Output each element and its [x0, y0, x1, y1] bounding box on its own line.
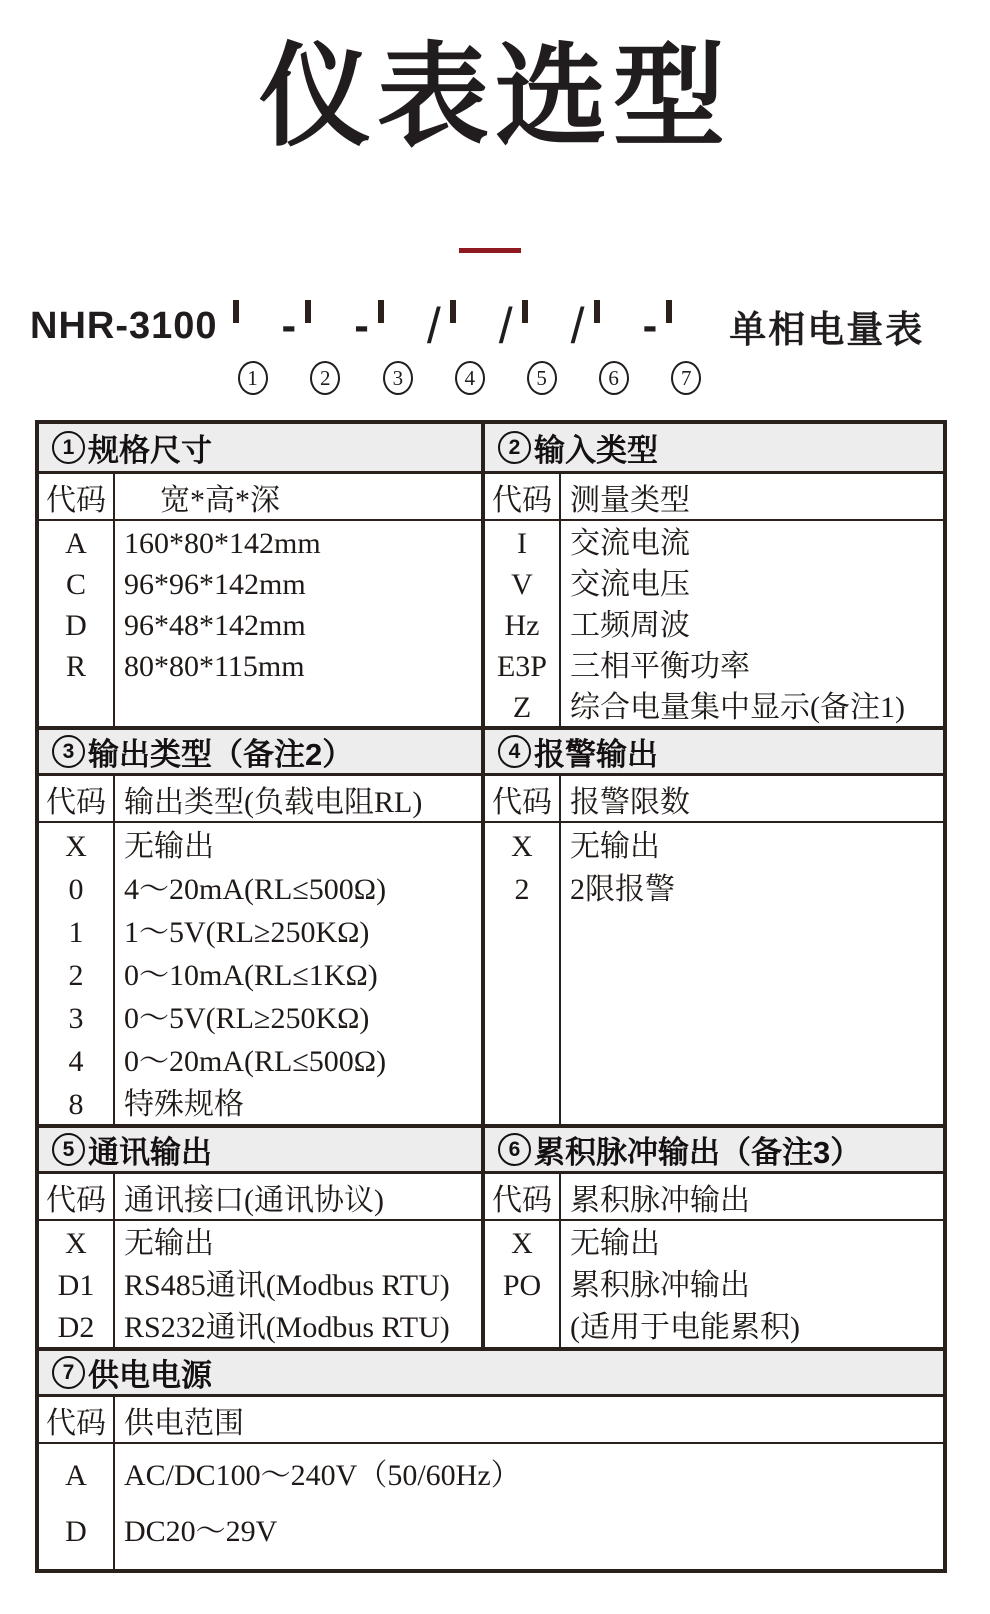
desc: 2限报警	[570, 873, 675, 906]
circle-number-icon	[52, 1133, 85, 1166]
section-4-title	[485, 730, 943, 773]
desc-header: 输出类型(负载电阻RL)	[124, 785, 423, 819]
desc: 综合电量集中显示(备注1)	[570, 691, 905, 724]
section-3-rows	[39, 823, 485, 1124]
code: X	[511, 830, 533, 863]
desc: 160*80*142mm	[124, 527, 321, 560]
desc: 0～5V(RL≥250KΩ)	[124, 1002, 370, 1035]
code: PO	[502, 1269, 542, 1302]
section-title: 报警输出	[534, 737, 658, 772]
code: D1	[57, 1269, 95, 1302]
code: C	[65, 568, 86, 601]
desc: 96*48*142mm	[124, 609, 306, 642]
section-number: 7	[62, 1360, 75, 1384]
section-7-title	[39, 1351, 943, 1394]
section-title: 输入类型	[534, 433, 658, 468]
code-header-cell	[485, 1174, 561, 1219]
section-title: 通讯输出	[88, 1135, 212, 1170]
circle-number-icon	[498, 735, 531, 768]
code: A	[65, 1459, 87, 1492]
desc: 交流电流	[570, 527, 690, 560]
separator-slash: /	[426, 298, 441, 354]
selection-table	[35, 420, 947, 1573]
desc-header: 供电范围	[124, 1406, 244, 1440]
code: V	[511, 568, 533, 601]
section-2-title	[485, 424, 943, 471]
section-1-title	[39, 424, 485, 471]
code-header: 代码	[492, 1183, 552, 1217]
code: Hz	[504, 609, 540, 642]
code: I	[517, 527, 527, 560]
desc-header-cell	[115, 1397, 943, 1442]
code-box	[522, 300, 528, 323]
section-number: 4	[508, 739, 521, 763]
position-circle-1	[238, 361, 268, 395]
section-5-6-body	[39, 1221, 943, 1347]
desc-header: 累积脉冲输出	[570, 1183, 750, 1217]
circle-number-icon	[52, 1356, 85, 1389]
desc: 工频周波	[570, 609, 690, 642]
code-header: 代码	[492, 785, 552, 819]
section-1-subheader	[39, 474, 485, 519]
position-circle-2	[310, 361, 340, 395]
code-box	[666, 300, 672, 323]
position-number: 4	[464, 365, 475, 390]
separator-dash: -	[354, 301, 369, 350]
model-code-box-4	[450, 303, 490, 390]
section-1-2-subheader	[39, 474, 943, 521]
code-header: 代码	[46, 1183, 106, 1217]
code-box	[305, 300, 311, 323]
section-7-header	[39, 1347, 943, 1397]
desc: 0～20mA(RL≤500Ω)	[124, 1045, 387, 1078]
code-column	[39, 521, 115, 726]
desc-header-cell	[115, 776, 481, 821]
code-box	[233, 300, 239, 323]
desc-column	[115, 521, 481, 726]
section-5-6-header	[39, 1124, 943, 1174]
position-circle-4	[455, 361, 485, 395]
desc-header-cell	[115, 474, 481, 519]
code-header: 代码	[46, 483, 106, 517]
section-7-subheader	[39, 1397, 943, 1444]
desc-column	[561, 521, 943, 726]
circle-number-icon	[52, 431, 85, 464]
section-5-6-subheader	[39, 1174, 943, 1221]
code-header-cell	[485, 474, 561, 519]
position-number: 1	[247, 365, 258, 390]
section-1-rows	[39, 521, 485, 726]
code: X	[65, 1227, 87, 1260]
code-header-cell	[39, 1174, 115, 1219]
code: 2	[68, 959, 84, 992]
model-code-box-2	[305, 303, 345, 390]
code-column	[485, 823, 561, 1124]
section-6-rows	[485, 1221, 943, 1347]
desc: 无输出	[124, 830, 214, 863]
separator-slash: /	[498, 298, 513, 354]
code-column	[39, 1221, 115, 1347]
position-circle-3	[383, 361, 413, 395]
desc: 96*96*142mm	[124, 568, 306, 601]
desc: RS232通讯(Modbus RTU)	[124, 1311, 450, 1344]
section-7-rows	[39, 1444, 943, 1569]
model-prefix: NHR-3100	[30, 304, 218, 347]
code: D	[65, 609, 87, 642]
position-circle-6	[599, 361, 629, 395]
code-header-cell	[39, 1397, 115, 1442]
code: D2	[57, 1311, 95, 1344]
desc: 80*80*115mm	[124, 650, 305, 683]
desc: 特殊规格	[124, 1088, 244, 1121]
desc: (适用于电能累积)	[570, 1311, 800, 1344]
desc: AC/DC100～240V（50/60Hz）	[124, 1459, 521, 1492]
section-3-4-header	[39, 726, 943, 776]
desc-header-cell	[115, 1174, 481, 1219]
code-header-cell	[485, 776, 561, 821]
desc: 无输出	[124, 1227, 214, 1260]
code: 3	[68, 1002, 84, 1035]
section-1-2-body	[39, 521, 943, 726]
code-header-cell	[39, 776, 115, 821]
model-suffix: 单相电量表	[729, 309, 925, 350]
code-header-cell	[39, 474, 115, 519]
section-6-title	[485, 1128, 943, 1171]
section-number: 5	[62, 1137, 75, 1161]
code-column	[485, 1221, 561, 1347]
section-title: 累积脉冲输出（备注3）	[534, 1135, 862, 1170]
desc: RS485通讯(Modbus RTU)	[124, 1269, 450, 1302]
section-2-rows	[485, 521, 943, 726]
model-code-box-5	[522, 303, 562, 390]
code: 8	[68, 1088, 84, 1121]
section-title: 供电电源	[88, 1358, 212, 1393]
desc-header: 测量类型	[570, 483, 690, 517]
page-title: 仪表选型	[259, 34, 731, 159]
section-title: 规格尺寸	[88, 433, 212, 468]
section-7-subheader-row	[39, 1397, 943, 1442]
section-number: 1	[62, 435, 75, 459]
code: Z	[512, 691, 532, 724]
code-box	[378, 300, 384, 323]
separator-dash: -	[281, 301, 297, 350]
separator-slash: /	[570, 298, 585, 354]
code: R	[65, 650, 86, 683]
section-3-title	[39, 730, 485, 773]
desc: 4～20mA(RL≤500Ω)	[124, 873, 387, 906]
code: 2	[514, 873, 530, 906]
desc: 交流电压	[570, 568, 690, 601]
code: X	[65, 830, 87, 863]
desc-header: 宽*高*深	[160, 483, 280, 517]
code-column	[39, 823, 115, 1124]
section-5-subheader	[39, 1174, 485, 1219]
desc-column	[561, 823, 943, 1124]
position-number: 6	[608, 365, 619, 390]
section-4-rows	[485, 823, 943, 1124]
code: 4	[68, 1045, 84, 1078]
model-code-box-3	[378, 303, 418, 390]
desc: 累积脉冲输出	[570, 1269, 750, 1302]
model-code-box-7	[666, 303, 706, 390]
section-4-subheader	[485, 776, 943, 821]
section-5-title	[39, 1128, 485, 1171]
desc-column	[115, 1221, 481, 1347]
code: X	[511, 1227, 533, 1260]
desc-column	[561, 1221, 943, 1347]
circle-number-icon	[498, 1133, 531, 1166]
desc-header-cell	[561, 474, 943, 519]
position-number: 2	[319, 365, 331, 390]
code-header: 代码	[46, 1406, 106, 1440]
model-code-box-1	[233, 303, 273, 390]
section-1-2-header	[39, 424, 943, 474]
desc: 0～10mA(RL≤1KΩ)	[124, 959, 378, 992]
code-column	[485, 521, 561, 726]
position-circle-7	[671, 361, 701, 395]
separator-dash: -	[642, 301, 658, 350]
desc: 1～5V(RL≥250KΩ)	[124, 916, 370, 949]
code: E3P	[496, 650, 547, 683]
position-number: 5	[536, 365, 547, 390]
section-number: 3	[62, 739, 75, 763]
desc-header-cell	[561, 1174, 943, 1219]
code-box	[594, 300, 600, 323]
section-6-subheader	[485, 1174, 943, 1219]
desc: DC20～29V	[124, 1515, 278, 1548]
model-code-line	[30, 296, 925, 390]
section-7-body	[39, 1444, 943, 1569]
section-3-4-body	[39, 823, 943, 1124]
title-divider	[459, 248, 521, 253]
section-3-subheader	[39, 776, 485, 821]
desc-column	[115, 1444, 943, 1569]
section-2-subheader	[485, 474, 943, 519]
desc-header: 报警限数	[570, 785, 690, 819]
code-column	[39, 1444, 115, 1569]
position-number: 3	[392, 365, 404, 390]
code-header: 代码	[492, 483, 552, 517]
code: 1	[68, 916, 84, 949]
section-3-4-subheader	[39, 776, 943, 823]
position-circle-5	[527, 361, 557, 395]
code-header: 代码	[46, 785, 106, 819]
circle-number-icon	[498, 431, 531, 464]
model-code-box-6	[594, 303, 634, 390]
code: A	[65, 527, 87, 560]
section-title: 输出类型（备注2）	[88, 737, 354, 772]
section-5-rows	[39, 1221, 485, 1347]
section-number: 6	[508, 1137, 521, 1161]
desc-header: 通讯接口(通讯协议)	[124, 1183, 384, 1217]
desc: 无输出	[570, 830, 660, 863]
code: D	[65, 1515, 87, 1548]
section-number: 2	[508, 435, 521, 459]
desc-column	[115, 823, 481, 1124]
desc: 三相平衡功率	[570, 650, 750, 683]
desc: 无输出	[570, 1227, 660, 1260]
desc-header-cell	[561, 776, 943, 821]
code-box	[450, 300, 456, 323]
position-number: 7	[680, 365, 692, 390]
code: 0	[68, 873, 84, 906]
circle-number-icon	[52, 735, 85, 768]
